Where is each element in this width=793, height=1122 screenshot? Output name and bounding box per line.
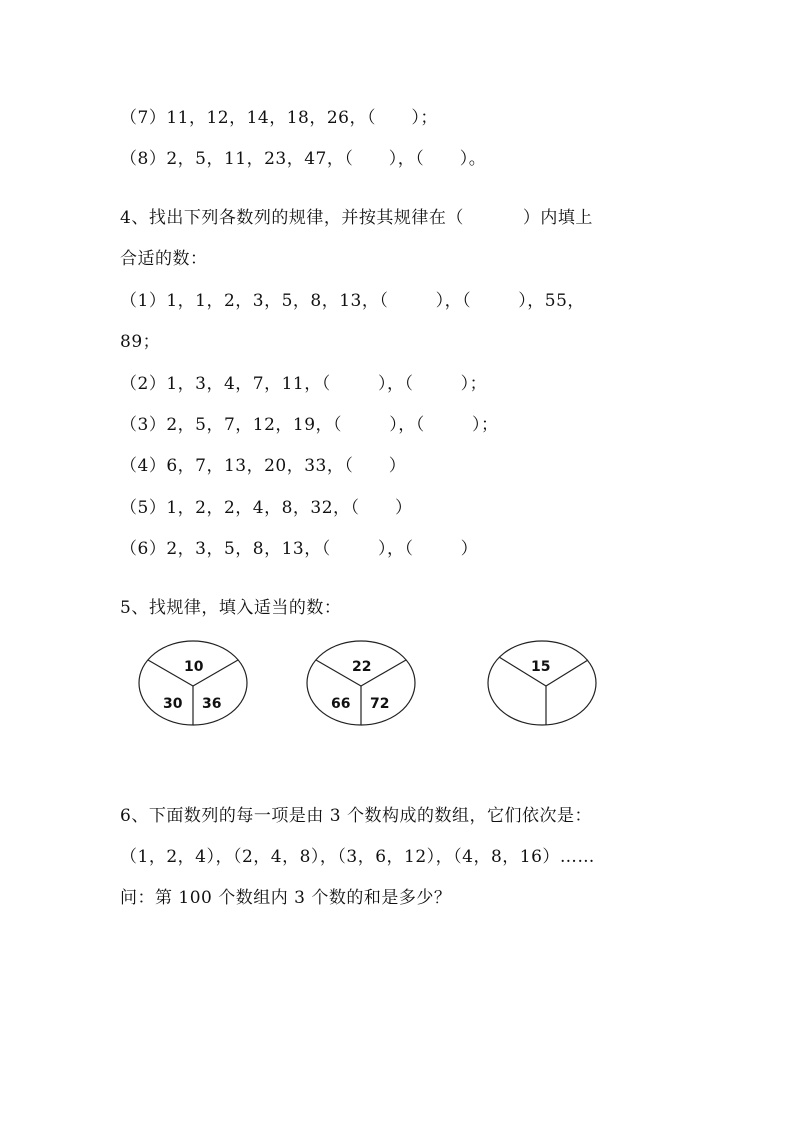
q6-line2: （1，2，4），（2，4，8），（3，6，12），（4，8，16）…… — [120, 847, 595, 867]
circle-1-left-number: 30 — [163, 696, 183, 712]
q4-item-2: （2）1，3，4，7，11，（ ），（ ）； — [120, 374, 488, 394]
circle-2-right-number: 72 — [370, 696, 390, 712]
circle-1-right-number: 36 — [202, 696, 222, 712]
circle-3-top-number: 15 — [531, 659, 551, 675]
q3-item-8: （8）2，5，11，23，47，（ ），（ ）。 — [120, 149, 487, 169]
q4-item-1-line1: （1）1，1，2，3，5，8，13，（ ），（ ），55， — [120, 291, 585, 311]
q5-title: 5、找规律，填入适当的数： — [120, 598, 342, 618]
q4-title-line2: 合适的数： — [120, 249, 208, 269]
q4-item-3: （3）2，5，7，12，19，（ ），（ ）； — [120, 415, 499, 435]
q6-line1: 6、下面数列的每一项是由 3 个数构成的数组，它们依次是： — [120, 806, 592, 826]
number-circle-2 — [306, 640, 416, 726]
q4-title-line1: 4、找出下列各数列的规律，并按其规律在（ ）内填上 — [120, 208, 593, 228]
circle-1-top-number: 10 — [184, 659, 204, 675]
number-circle-1 — [138, 640, 248, 726]
q4-item-4: （4）6，7，13，20，33，（ ） — [120, 456, 407, 476]
circle-2-left-number: 66 — [331, 696, 351, 712]
q4-item-5: （5）1，2，2，4，8，32，（ ） — [120, 498, 413, 518]
q4-item-1-line2: 89； — [120, 332, 161, 352]
number-circle-3 — [487, 640, 597, 726]
q4-item-6: （6）2，3，5，8，13，（ ），（ ） — [120, 539, 479, 559]
q3-item-7: （7）11，12，14，18，26，（ ）； — [120, 108, 438, 128]
q6-line3: 问：第 100 个数组内 3 个数的和是多少？ — [120, 888, 452, 908]
circle-2-top-number: 22 — [352, 659, 372, 675]
